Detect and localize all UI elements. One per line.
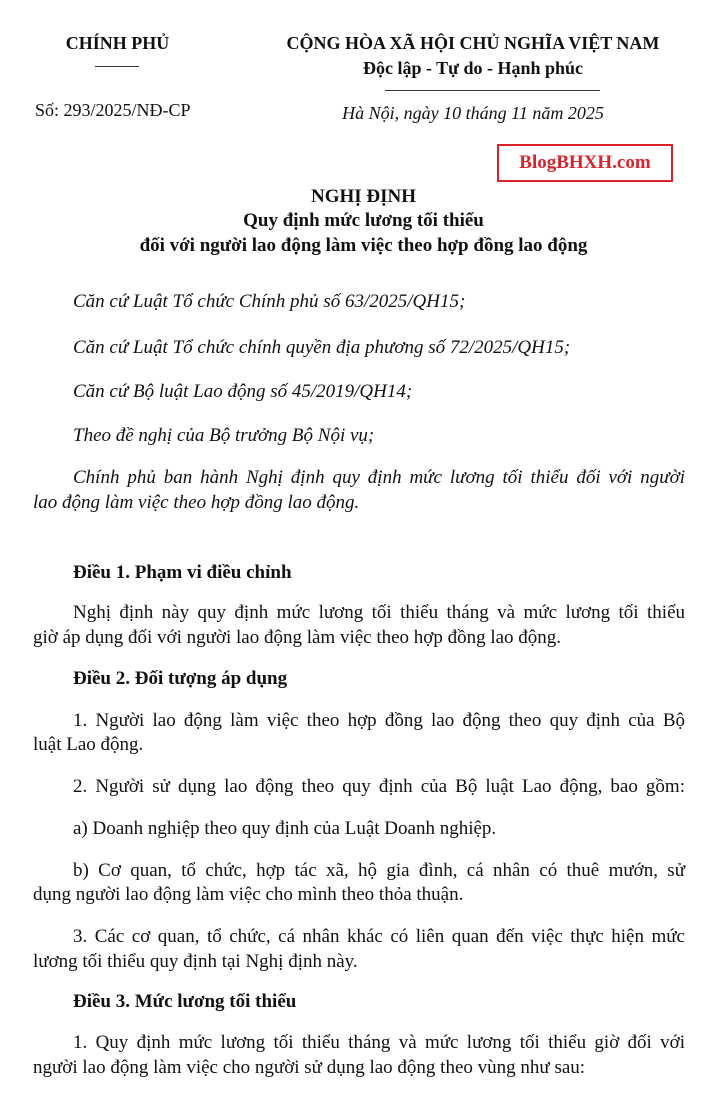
motto-underline (385, 90, 600, 91)
legal-basis-1: Căn cứ Luật Tổ chức Chính phủ số 63/2025/QH15; (73, 291, 466, 312)
title-line-1: Quy định mức lương tối thiểu (243, 210, 484, 231)
article-2-clause-1-line-1: 1. Người lao động làm việc theo hợp đồng lao động theo quy định của Bộ (73, 710, 685, 731)
title-line-2: đối với người lao động làm việc theo hợp đồng lao động (139, 235, 588, 256)
article-2-clause-2b-line-1: b) Cơ quan, tổ chức, hợp tác xã, hộ gia đình, cá nhân có thuê mướn, sử (73, 860, 685, 881)
issuing-agency: CHÍNH PHỦ (65, 33, 170, 53)
watermark-badge: BlogBHXH.com (497, 144, 673, 182)
agency-underline (95, 66, 139, 67)
country-name: CỘNG HÒA XÃ HỘI CHỦ NGHĨA VIỆT NAM (286, 33, 660, 53)
article-2-clause-2: 2. Người sử dụng lao động theo quy định của Bộ luật Lao động, bao gồm: (73, 776, 685, 797)
article-1-text-line-1: Nghị định này quy định mức lương tối thiểu tháng và mức lương tối thiểu (73, 602, 685, 623)
promulgation-line-2: lao động làm việc theo hợp đồng lao động. (33, 492, 360, 513)
national-motto: Độc lập - Tự do - Hạnh phúc (362, 58, 584, 78)
article-2-heading: Điều 2. Đối tượng áp dụng (73, 668, 288, 689)
document-number: Số: 293/2025/NĐ-CP (35, 100, 191, 120)
article-3-clause-1-line-2: người lao động làm việc cho người sử dụng lao động theo vùng như sau: (33, 1057, 586, 1078)
legal-basis-3: Căn cứ Bộ luật Lao động số 45/2019/QH14; (73, 381, 413, 402)
article-2-clause-1-line-2: luật Lao động. (33, 734, 144, 755)
article-2-clause-3-line-1: 3. Các cơ quan, tổ chức, cá nhân khác có liên quan đến việc thực hiện mức (73, 926, 685, 947)
legal-basis-2: Căn cứ Luật Tổ chức chính quyền địa phương số 72/2025/QH15; (73, 337, 571, 358)
article-3-clause-1-line-1: 1. Quy định mức lương tối thiểu tháng và mức lương tối thiểu giờ đối với (73, 1032, 685, 1053)
article-2-clause-2b-line-2: dụng người lao động làm việc cho mình theo thỏa thuận. (33, 884, 464, 905)
article-2-clause-3-line-2: lương tối thiểu quy định tại Nghị định này. (33, 951, 358, 972)
place-date: Hà Nội, ngày 10 tháng 11 năm 2025 (342, 103, 604, 123)
article-1-text-line-2: giờ áp dụng đối với người lao động làm việc theo hợp đồng lao động. (33, 627, 562, 648)
article-3-heading: Điều 3. Mức lương tối thiểu (73, 991, 297, 1012)
legal-basis-4: Theo đề nghị của Bộ trưởng Bộ Nội vụ; (73, 425, 375, 446)
promulgation-line-1: Chính phủ ban hành Nghị định quy định mức lương tối thiểu đối với người (73, 467, 685, 488)
document-type: NGHỊ ĐỊNH (310, 186, 417, 207)
article-1-heading: Điều 1. Phạm vi điều chỉnh (73, 562, 292, 583)
article-2-clause-2a: a) Doanh nghiệp theo quy định của Luật Doanh nghiệp. (73, 818, 497, 839)
